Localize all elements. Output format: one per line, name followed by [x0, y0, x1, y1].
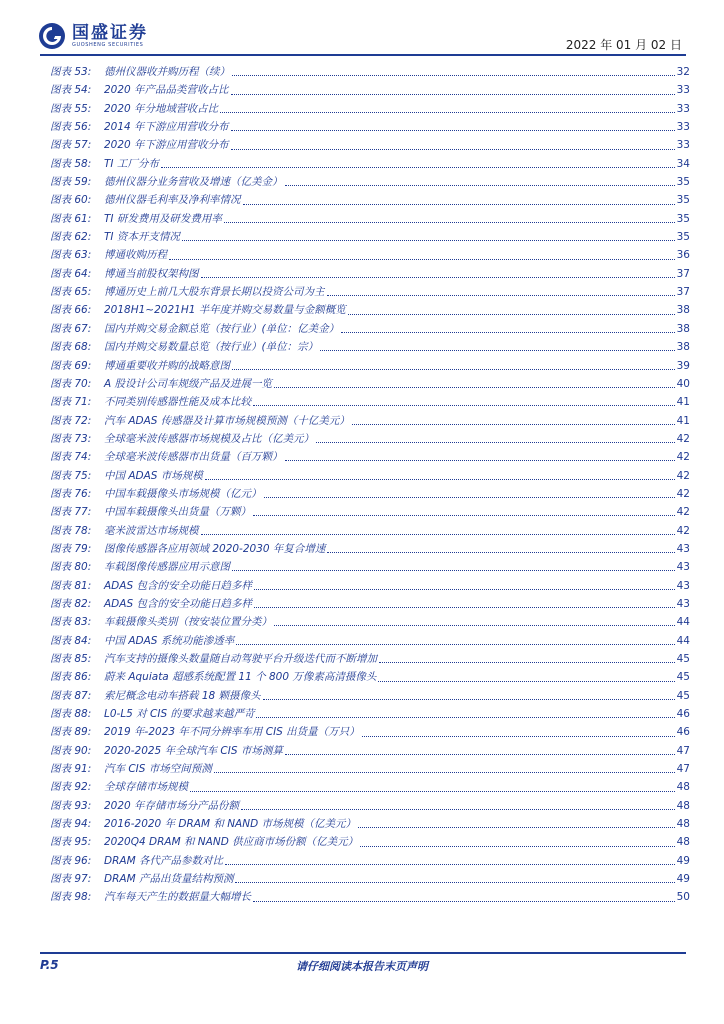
- toc-entry[interactable]: [50, 705, 690, 723]
- logo-mark-icon: [38, 22, 66, 50]
- toc-entry[interactable]: [50, 320, 690, 338]
- toc-dot-leader: [254, 580, 675, 590]
- toc-entry[interactable]: [50, 723, 690, 741]
- toc-dot-leader: [161, 158, 675, 168]
- toc-entry[interactable]: [50, 283, 690, 301]
- toc-entry[interactable]: [50, 503, 690, 521]
- toc-entry[interactable]: [50, 467, 690, 485]
- toc-entry-label: 图表 55:: [50, 102, 92, 115]
- toc-entry-title: 汽车支持的摄像头数量随自动驾驶平台升级迭代而不断增加: [104, 653, 377, 665]
- toc-entry-page: 50: [676, 891, 690, 904]
- toc-entry[interactable]: [50, 136, 690, 154]
- logo-chinese-name: 国盛证券: [72, 22, 148, 43]
- toc-entry-title: ADAS 包含的安全功能日趋多样: [104, 579, 252, 592]
- toc-entry-page: 35: [676, 194, 690, 207]
- company-logo: [38, 22, 148, 50]
- toc-entry-page: 33: [676, 102, 690, 115]
- toc-dot-leader: [201, 525, 675, 535]
- toc-entry-label: 图表 59:: [50, 176, 92, 189]
- toc-entry-label: 图表 58:: [50, 157, 92, 170]
- toc-entry-page: 43: [676, 561, 690, 574]
- toc-entry-title: 德州仪器分业务营收及增速（亿美金）: [104, 176, 283, 189]
- toc-entry-title: TI 工厂分布: [104, 157, 159, 170]
- toc-entry[interactable]: [50, 613, 690, 631]
- toc-entry-label: 图表 54:: [50, 84, 92, 97]
- toc-entry[interactable]: [50, 265, 690, 283]
- toc-entry-label: 图表 67:: [50, 322, 92, 335]
- toc-entry-page: 48: [676, 781, 690, 794]
- toc-entry[interactable]: [50, 833, 690, 851]
- toc-entry[interactable]: [50, 797, 690, 815]
- toc-dot-leader: [254, 598, 675, 608]
- toc-dot-leader: [327, 286, 675, 296]
- toc-entry[interactable]: [50, 577, 690, 595]
- toc-entry[interactable]: [50, 246, 690, 264]
- toc-entry[interactable]: [50, 632, 690, 650]
- toc-entry[interactable]: [50, 852, 690, 870]
- toc-entry-page: 49: [676, 854, 690, 867]
- toc-dot-leader: [360, 837, 675, 847]
- toc-dot-leader: [358, 818, 675, 828]
- toc-dot-leader: [274, 616, 675, 626]
- toc-entry-label: 图表 91:: [50, 763, 92, 776]
- toc-entry-label: 图表 62:: [50, 231, 92, 244]
- toc-entry[interactable]: [50, 338, 690, 356]
- toc-dot-leader: [205, 470, 675, 480]
- toc-entry-page: 38: [676, 304, 690, 317]
- toc-entry-title: 2020Q4 DRAM 和 NAND 供应商市场份额（亿美元）: [104, 836, 359, 849]
- toc-dot-leader: [231, 121, 675, 131]
- toc-entry[interactable]: [50, 760, 690, 778]
- toc-dot-leader: [362, 727, 675, 737]
- toc-entry-title: DRAM 产品出货量结构预测: [104, 873, 234, 886]
- toc-entry-label: 图表 72:: [50, 414, 92, 427]
- toc-entry-title: 2016-2020 年 DRAM 和 NAND 市场规模（亿美元）: [104, 818, 357, 831]
- logo-english-name: GUOSHENG SECURITIES: [72, 41, 144, 48]
- toc-entry-page: 43: [676, 579, 690, 592]
- toc-entry-label: 图表 71:: [50, 396, 92, 409]
- toc-entry[interactable]: [50, 81, 690, 99]
- toc-entry-page: 33: [676, 139, 690, 152]
- toc-entry-page: 38: [676, 322, 690, 335]
- toc-entry-page: 48: [676, 836, 690, 849]
- toc-entry-page: 42: [676, 506, 690, 519]
- toc-dot-leader: [253, 892, 675, 902]
- toc-entry-title: 索尼概念电动车搭载 18 颗摄像头: [104, 689, 261, 702]
- toc-dot-leader: [264, 488, 675, 498]
- toc-entry-title: 2014 年下游应用营收分布: [104, 121, 229, 134]
- toc-entry-title: 全球存储市场规模: [104, 781, 188, 794]
- toc-entry[interactable]: [50, 430, 690, 448]
- toc-dot-leader: [327, 543, 674, 553]
- toc-entry-title: A 股设计公司车规级产品及进展一览: [104, 377, 273, 390]
- toc-entry-title: 汽车 CIS 市场空间预测: [104, 763, 212, 776]
- toc-entry-page: 44: [676, 616, 690, 629]
- toc-entry[interactable]: [50, 650, 690, 668]
- toc-entry-title: 2020 年下游应用营收分布: [104, 139, 229, 152]
- toc-dot-leader: [232, 561, 675, 571]
- toc-entry-label: 图表 66:: [50, 304, 92, 317]
- toc-dot-leader: [235, 873, 674, 883]
- toc-entry-title: 德州仪器收并购历程（续）: [104, 66, 230, 78]
- toc-entry-page: 41: [676, 396, 690, 409]
- toc-dot-leader: [378, 672, 674, 682]
- toc-entry-page: 46: [676, 708, 690, 721]
- toc-entry-label: 图表 61:: [50, 212, 92, 225]
- toc-entry-title: 博通当前股权架构图: [104, 267, 199, 280]
- toc-entry-title: 2020 年存储市场分产品份额: [104, 799, 240, 812]
- toc-dot-leader: [232, 66, 675, 76]
- toc-entry-page: 35: [676, 231, 690, 244]
- toc-entry[interactable]: [50, 228, 690, 246]
- toc-entry-title: 毫米波雷达市场规模: [104, 524, 199, 537]
- page-number: P.5: [40, 958, 59, 972]
- toc-entry-label: 图表 84:: [50, 634, 92, 647]
- toc-entry-title: 中国车载摄像头出货量（万颗）: [104, 506, 251, 519]
- toc-entry-page: 33: [676, 84, 690, 97]
- toc-entry-page: 44: [676, 634, 690, 647]
- toc-entry-label: 图表 69:: [50, 359, 92, 372]
- toc-dot-leader: [231, 85, 675, 95]
- toc-entry[interactable]: [50, 687, 690, 705]
- toc-entry-title: 2019 年-2023 年不同分辨率车用 CIS 出货量（万只）: [104, 726, 360, 739]
- toc-entry[interactable]: [50, 357, 690, 375]
- toc-entry-label: 图表 85:: [50, 653, 92, 665]
- toc-entry-label: 图表 60:: [50, 194, 92, 207]
- toc-entry-title: 蔚来 Aquiata 超感系统配置 11 个 800 万像素高清摄像头: [104, 671, 377, 684]
- toc-entry[interactable]: [50, 301, 690, 319]
- header-divider: [40, 54, 686, 56]
- toc-entry-title: 车载摄像头类别（按安装位置分类）: [104, 616, 272, 629]
- toc-dot-leader: [285, 451, 675, 461]
- toc-entry-title: 全球毫米波传感器市场规模及占比（亿美元）: [104, 432, 314, 445]
- toc-entry[interactable]: [50, 191, 690, 209]
- toc-entry-label: 图表 70:: [50, 377, 92, 390]
- toc-entry[interactable]: [50, 118, 690, 136]
- toc-entry-label: 图表 76:: [50, 487, 92, 500]
- toc-entry-title: 不同类别传感器性能及成本比较: [104, 396, 251, 409]
- toc-entry-label: 图表 63:: [50, 249, 92, 262]
- toc-entry[interactable]: [50, 668, 690, 686]
- toc-entry-title: ADAS 包含的安全功能日趋多样: [104, 597, 252, 610]
- toc-dot-leader: [190, 782, 675, 792]
- toc-entry-label: 图表 90:: [50, 744, 92, 757]
- toc-dot-leader: [285, 745, 675, 755]
- toc-entry-label: 图表 78:: [50, 524, 92, 537]
- toc-entry-title: 汽车 ADAS 传感器及计算市场规模预测（十亿美元）: [104, 414, 350, 427]
- toc-entry-label: 图表 77:: [50, 506, 92, 519]
- toc-dot-leader: [253, 506, 675, 516]
- toc-entry-page: 49: [676, 873, 690, 886]
- toc-entry-label: 图表 65:: [50, 286, 92, 299]
- toc-entry-title: 2020 年分地域营收占比: [104, 102, 219, 115]
- toc-entry-title: TI 研发费用及研发费用率: [104, 212, 222, 225]
- toc-entry[interactable]: [50, 778, 690, 796]
- toc-entry[interactable]: [50, 888, 690, 906]
- toc-entry-label: 图表 93:: [50, 799, 92, 812]
- toc-entry-title: 2020-2025 年全球汽车 CIS 市场测算: [104, 744, 283, 757]
- toc-dot-leader: [225, 855, 675, 865]
- toc-entry-title: DRAM 各代产品参数对比: [104, 854, 223, 867]
- toc-entry-page: 45: [676, 653, 690, 665]
- toc-entry-label: 图表 88:: [50, 708, 92, 721]
- toc-dot-leader: [241, 800, 675, 810]
- toc-dot-leader: [236, 635, 674, 645]
- toc-entry[interactable]: [50, 173, 690, 191]
- toc-dot-leader: [316, 433, 675, 443]
- toc-dot-leader: [182, 231, 675, 241]
- toc-entry[interactable]: [50, 522, 690, 540]
- toc-dot-leader: [253, 396, 675, 406]
- toc-entry-page: 42: [676, 451, 690, 464]
- toc-entry[interactable]: [50, 155, 690, 173]
- disclaimer-note: 请仔细阅读本报告末页声明: [296, 960, 428, 973]
- toc-entry-page: 47: [676, 744, 690, 757]
- toc-entry-label: 图表 80:: [50, 561, 92, 574]
- toc-entry[interactable]: [50, 393, 690, 411]
- report-date: 2022 年 01 月 02 日: [565, 38, 682, 52]
- toc-entry-page: 47: [676, 763, 690, 776]
- toc-entry-page: 42: [676, 469, 690, 482]
- toc-entry-title: TI 资本开支情况: [104, 231, 180, 244]
- toc-entry[interactable]: [50, 485, 690, 503]
- toc-entry-page: 37: [676, 286, 690, 299]
- toc-entry-title: 博通收购历程: [104, 249, 167, 262]
- page-header: [0, 0, 724, 56]
- toc-entry-label: 图表 87:: [50, 689, 92, 702]
- toc-entry-page: 42: [676, 432, 690, 445]
- toc-entry-page: 45: [676, 689, 690, 702]
- figure-index-list: [50, 63, 690, 907]
- toc-dot-leader: [341, 323, 675, 333]
- toc-entry-label: 图表 96:: [50, 854, 92, 867]
- toc-entry-page: 42: [676, 487, 690, 500]
- toc-entry-label: 图表 57:: [50, 139, 92, 152]
- toc-entry-label: 图表 74:: [50, 451, 92, 464]
- toc-entry-label: 图表 98:: [50, 891, 92, 904]
- toc-entry-title: 博通历史上前几大股东背景长期以投资公司为主: [104, 286, 325, 299]
- toc-entry[interactable]: [50, 815, 690, 833]
- toc-entry-page: 34: [676, 157, 690, 170]
- toc-entry-label: 图表 68:: [50, 341, 92, 354]
- toc-entry-page: 38: [676, 341, 690, 354]
- toc-dot-leader: [220, 103, 675, 113]
- toc-entry-label: 图表 53:: [50, 66, 92, 78]
- toc-entry-title: 博通重要收并购的战略意图: [104, 359, 230, 372]
- toc-dot-leader: [224, 213, 675, 223]
- toc-entry-label: 图表 97:: [50, 873, 92, 886]
- toc-dot-leader: [256, 708, 674, 718]
- toc-entry[interactable]: [50, 595, 690, 613]
- toc-entry-label: 图表 81:: [50, 579, 92, 592]
- toc-dot-leader: [214, 763, 675, 773]
- toc-entry-label: 图表 64:: [50, 267, 92, 280]
- toc-entry-page: 37: [676, 267, 690, 280]
- toc-entry-title: 全球毫米波传感器市出货量（百万颗）: [104, 451, 283, 464]
- toc-dot-leader: [201, 268, 675, 278]
- toc-entry-title: 国内并购交易金额总览（按行业）(单位：亿美金）: [104, 322, 340, 335]
- toc-entry-label: 图表 56:: [50, 121, 92, 134]
- toc-entry-title: 车载图像传感器应用示意图: [104, 561, 230, 574]
- toc-entry-page: 35: [676, 212, 690, 225]
- toc-entry-page: 45: [676, 671, 690, 684]
- toc-entry-label: 图表 73:: [50, 432, 92, 445]
- toc-entry-label: 图表 95:: [50, 836, 92, 849]
- toc-entry[interactable]: [50, 210, 690, 228]
- toc-entry-page: 42: [676, 524, 690, 537]
- toc-entry-title: 2020 年产品品类营收占比: [104, 84, 229, 97]
- toc-entry[interactable]: [50, 540, 690, 558]
- toc-entry-page: 40: [676, 377, 690, 390]
- toc-entry-title: 中国 ADAS 市场规模: [104, 469, 203, 482]
- toc-dot-leader: [231, 140, 675, 150]
- toc-entry-page: 43: [676, 597, 690, 610]
- toc-entry-title: 汽车每天产生的数据量大幅增长: [104, 891, 251, 904]
- toc-dot-leader: [285, 176, 675, 186]
- toc-entry-title: 中国车载摄像头市场规模（亿元）: [104, 487, 262, 500]
- toc-entry-label: 图表 94:: [50, 818, 92, 831]
- toc-dot-leader: [352, 415, 675, 425]
- toc-entry-page: 46: [676, 726, 690, 739]
- toc-entry[interactable]: [50, 375, 690, 393]
- toc-dot-leader: [263, 690, 675, 700]
- toc-entry-label: 图表 92:: [50, 781, 92, 794]
- toc-entry-title: 德州仪器毛利率及净利率情况: [104, 194, 241, 207]
- toc-entry[interactable]: [50, 412, 690, 430]
- toc-entry-page: 41: [676, 414, 690, 427]
- toc-entry-label: 图表 79:: [50, 542, 92, 555]
- toc-entry-label: 图表 75:: [50, 469, 92, 482]
- toc-entry[interactable]: [50, 870, 690, 888]
- toc-entry-title: 国内并购交易数量总览（按行业）(单位：宗）: [104, 341, 319, 354]
- toc-dot-leader: [379, 653, 675, 663]
- toc-dot-leader: [348, 305, 675, 315]
- toc-dot-leader: [232, 360, 675, 370]
- toc-entry-page: 43: [676, 542, 690, 555]
- toc-dot-leader: [320, 341, 675, 351]
- toc-entry-label: 图表 82:: [50, 597, 92, 610]
- toc-entry-title: 图像传感器各应用领域 2020-2030 年复合增速: [104, 542, 326, 555]
- toc-dot-leader: [243, 195, 675, 205]
- toc-entry[interactable]: [50, 100, 690, 118]
- toc-entry[interactable]: [50, 742, 690, 760]
- toc-dot-leader: [169, 250, 675, 260]
- toc-entry-page: 36: [676, 249, 690, 262]
- toc-entry[interactable]: [50, 448, 690, 466]
- toc-entry-page: 48: [676, 818, 690, 831]
- toc-entry-title: L0-L5 对 CIS 的要求越来越严苛: [104, 708, 255, 721]
- toc-entry-page: 32: [676, 66, 690, 78]
- toc-entry-page: 39: [676, 359, 690, 372]
- toc-entry-label: 图表 86:: [50, 671, 92, 684]
- toc-entry-page: 33: [676, 121, 690, 134]
- toc-entry-title: 2018H1~2021H1 半年度并购交易数量与金额概览: [104, 304, 346, 317]
- toc-entry-label: 图表 89:: [50, 726, 92, 739]
- toc-entry[interactable]: [50, 63, 690, 81]
- toc-entry-title: 中国 ADAS 系统功能渗透率: [104, 634, 235, 647]
- toc-entry-page: 35: [676, 176, 690, 189]
- toc-dot-leader: [274, 378, 675, 388]
- toc-entry-page: 48: [676, 799, 690, 812]
- footer-divider: [40, 952, 686, 954]
- toc-entry-label: 图表 83:: [50, 616, 92, 629]
- toc-entry[interactable]: [50, 558, 690, 576]
